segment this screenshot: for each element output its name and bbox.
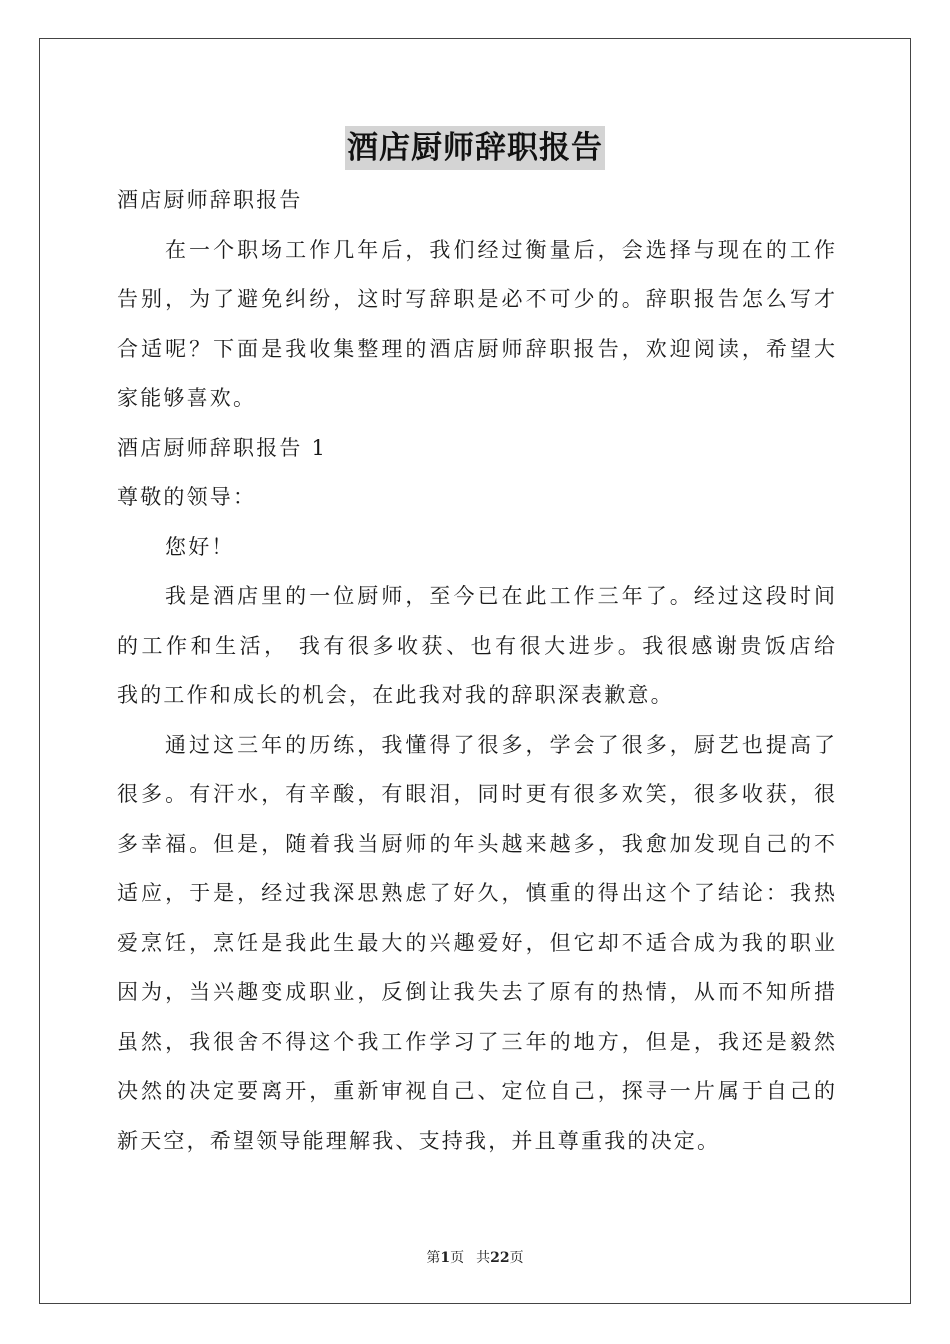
section-heading: 酒店厨师辞职报告 1 [117, 435, 328, 460]
page-number: 1 [440, 1250, 451, 1266]
body-line: 我是酒店里的一位厨师，至今已在此工作三年了。经过这段时间 [165, 584, 835, 608]
salutation: 尊敬的领导： [117, 485, 257, 509]
body-line: 虽然，我很舍不得这个我工作学习了三年的地方，但是，我还是毅然 [117, 1029, 835, 1054]
document-title: 酒店厨师辞职报告 [345, 126, 605, 170]
title-container [0, 126, 950, 170]
total-suffix: 页 [509, 1250, 524, 1266]
subtitle-line: 酒店厨师辞职报告 [117, 188, 303, 212]
body-line: 很多。有汗水，有辛酸，有眼泪，同时更有很多欢笑，很多收获，很 [117, 782, 835, 806]
body-line: 多幸福。但是，随着我当厨师的年头越来越多，我愈加发现自己的不 [117, 831, 835, 856]
total-pages: 22 [490, 1250, 510, 1266]
body-line: 的工作和生活， 我有很多收获、也有很大进步。我很感谢贵饭店给 [117, 633, 835, 658]
page-prefix: 第 [426, 1250, 441, 1266]
body-line: 适应，于是，经过我深思熟虑了好久，慎重的得出这个了结论：我热 [117, 881, 835, 905]
intro-line: 告别，为了避免纠纷，这时写辞职是必不可少的。辞职报告怎么写才 [117, 287, 835, 311]
body-line: 我的工作和成长的机会，在此我对我的辞职深表歉意。 [117, 683, 674, 707]
body-line: 爱烹饪，烹饪是我此生最大的兴趣爱好，但它却不适合成为我的职业 [117, 930, 835, 955]
intro-line: 家能够喜欢。 [117, 386, 257, 410]
intro-line: 合适呢？下面是我收集整理的酒店厨师辞职报告，欢迎阅读，希望大 [117, 336, 835, 361]
body-line: 新天空，希望领导能理解我、支持我，并且尊重我的决定。 [117, 1128, 721, 1153]
greeting: 您好！ [165, 534, 235, 559]
total-prefix: 共 [476, 1250, 491, 1266]
body-line: 因为，当兴趣变成职业，反倒让我失去了原有的热情，从而不知所措 [117, 980, 835, 1004]
body-line: 通过这三年的历练，我懂得了很多，学会了很多，厨艺也提高了 [165, 732, 835, 757]
page-suffix: 页 [450, 1250, 465, 1266]
intro-line: 在一个职场工作几年后，我们经过衡量后，会选择与现在的工作 [165, 237, 835, 262]
document-body [117, 176, 835, 1166]
body-line: 决然的决定要离开，重新审视自己、定位自己，探寻一片属于自己的 [117, 1079, 835, 1103]
page-footer [0, 1247, 950, 1267]
